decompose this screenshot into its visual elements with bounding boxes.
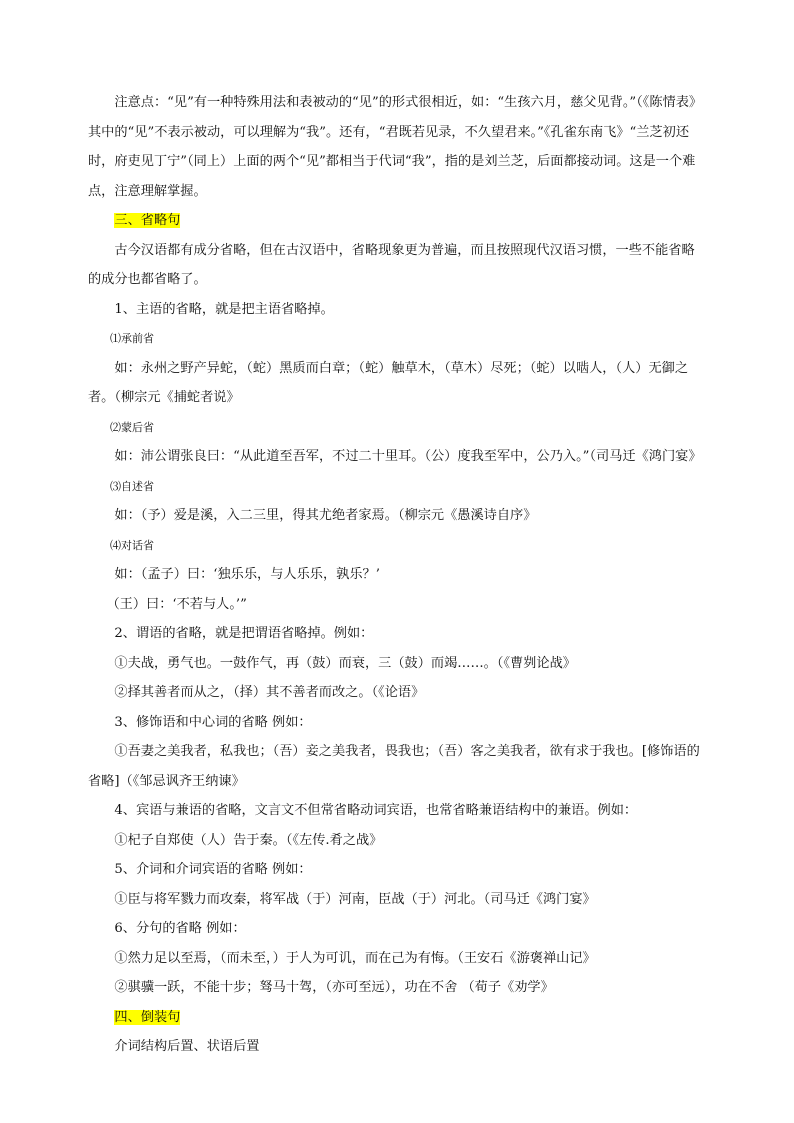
heading-omission-highlight: 三、省略句 [114,213,181,228]
heading-inversion-highlight: 四、倒装句 [114,1009,181,1025]
subitem-2: ⑵蒙后省 [110,420,154,434]
example-2: 如：沛公谓张良曰：“从此道至吾军，不过二十里耳。（公）度我至军中，公乃入。”（司马迁《鸿门宴》 [114,449,702,464]
subitem-1: ⑴承前省 [110,332,154,345]
example-9b: ②骐骥一跃，不能十步；驽马十驾，（亦可至远），功在不舍 （荀子《劝学》 [114,980,554,995]
example-3: 如：（予）爱是溪，入二三里，得其尤绝者家焉。（柳宗元《愚溪诗自序》 [114,508,537,523]
subitem-4: ⑷对话省 [110,538,154,552]
example-9a: ①然力足以至焉，（而未至，）于人为可讥，而在己为有悔。（王安石《游褒禅山记》 [114,950,596,966]
heading-inversion [88,1003,706,1033]
example-5a: ①夫战，勇气也。一鼓作气，再（鼓）而衰，三（鼓）而竭……。（《曹刿论战》 [114,655,576,671]
paragraph-inversion-sub: 介词结构后置、状语后置 [114,1039,260,1054]
item-preposition-omission: 5、介词和介词宾语的省略 例如： [114,862,312,877]
item-object-omission: 4、宾语与兼语的省略，文言文不但常省略动词宾语，也常省略兼语结构中的兼语。例如： [114,803,638,818]
item-clause-omission: 6、分句的省略 例如： [114,921,246,936]
heading-omission [88,206,706,236]
item-subject-omission: 1、主语的省略，就是把主语省略掉。 [114,301,334,317]
example-4a: 如：（孟子）曰：‘独乐乐，与人乐乐，孰乐？’ [114,567,380,582]
example-8: ①臣与将军戮力而攻秦，将军战（于）河南，臣战（于）河北。（司马迁《鸿门宴》 [114,891,596,907]
item-modifier-omission: 3、修饰语和中心词的省略 例如： [114,714,312,730]
example-6: ①吾妻之美我者，私我也；（吾）妾之美我者，畏我也；（吾）客之美我者，欲有求于我也。[修饰语的省略]（《邹忌讽齐王纳谏》 [88,744,700,789]
paragraph-note: 注意点：“见”有一种特殊用法和表被动的“见”的形式很相近，如：“生孩六月，慈父见背。”（《陈情表》其中的“见”不表示被动，可以理解为“我”。还有，“君既若见录，不久望君来。”《孔雀东南飞》“兰芝初还时，府吏见丁宁”（同上）上面的两个“见”都相当于代词“我”，指的是刘兰芝，后面都接动词。这是一个难点，注意理解掌握。 [88,95,703,199]
paragraph-intro: 古今汉语都有成分省略，但在古汉语中，省略现象更为普遍，而且按照现代汉语习惯，一些不能省略的成分也都省略了。 [88,242,695,287]
subitem-3: ⑶自述省 [110,479,154,493]
example-4b: （王）曰：‘不若与人。’” [106,596,247,612]
example-5b: ②择其善者而从之，（择）其不善者而改之。（《论语》 [114,685,425,700]
item-predicate-omission: 2、谓语的省略，就是把谓语省略掉。例如： [114,626,374,641]
example-7: ①杞子自郑使（人）告于秦。（《左传.肴之战》 [114,832,383,848]
example-1: 如：永州之野产异蛇，（蛇）黑质而白章；（蛇）触草木，（草木）尽死；（蛇）以啮人，（人）无御之者。（柳宗元《捕蛇者说》 [88,360,689,405]
